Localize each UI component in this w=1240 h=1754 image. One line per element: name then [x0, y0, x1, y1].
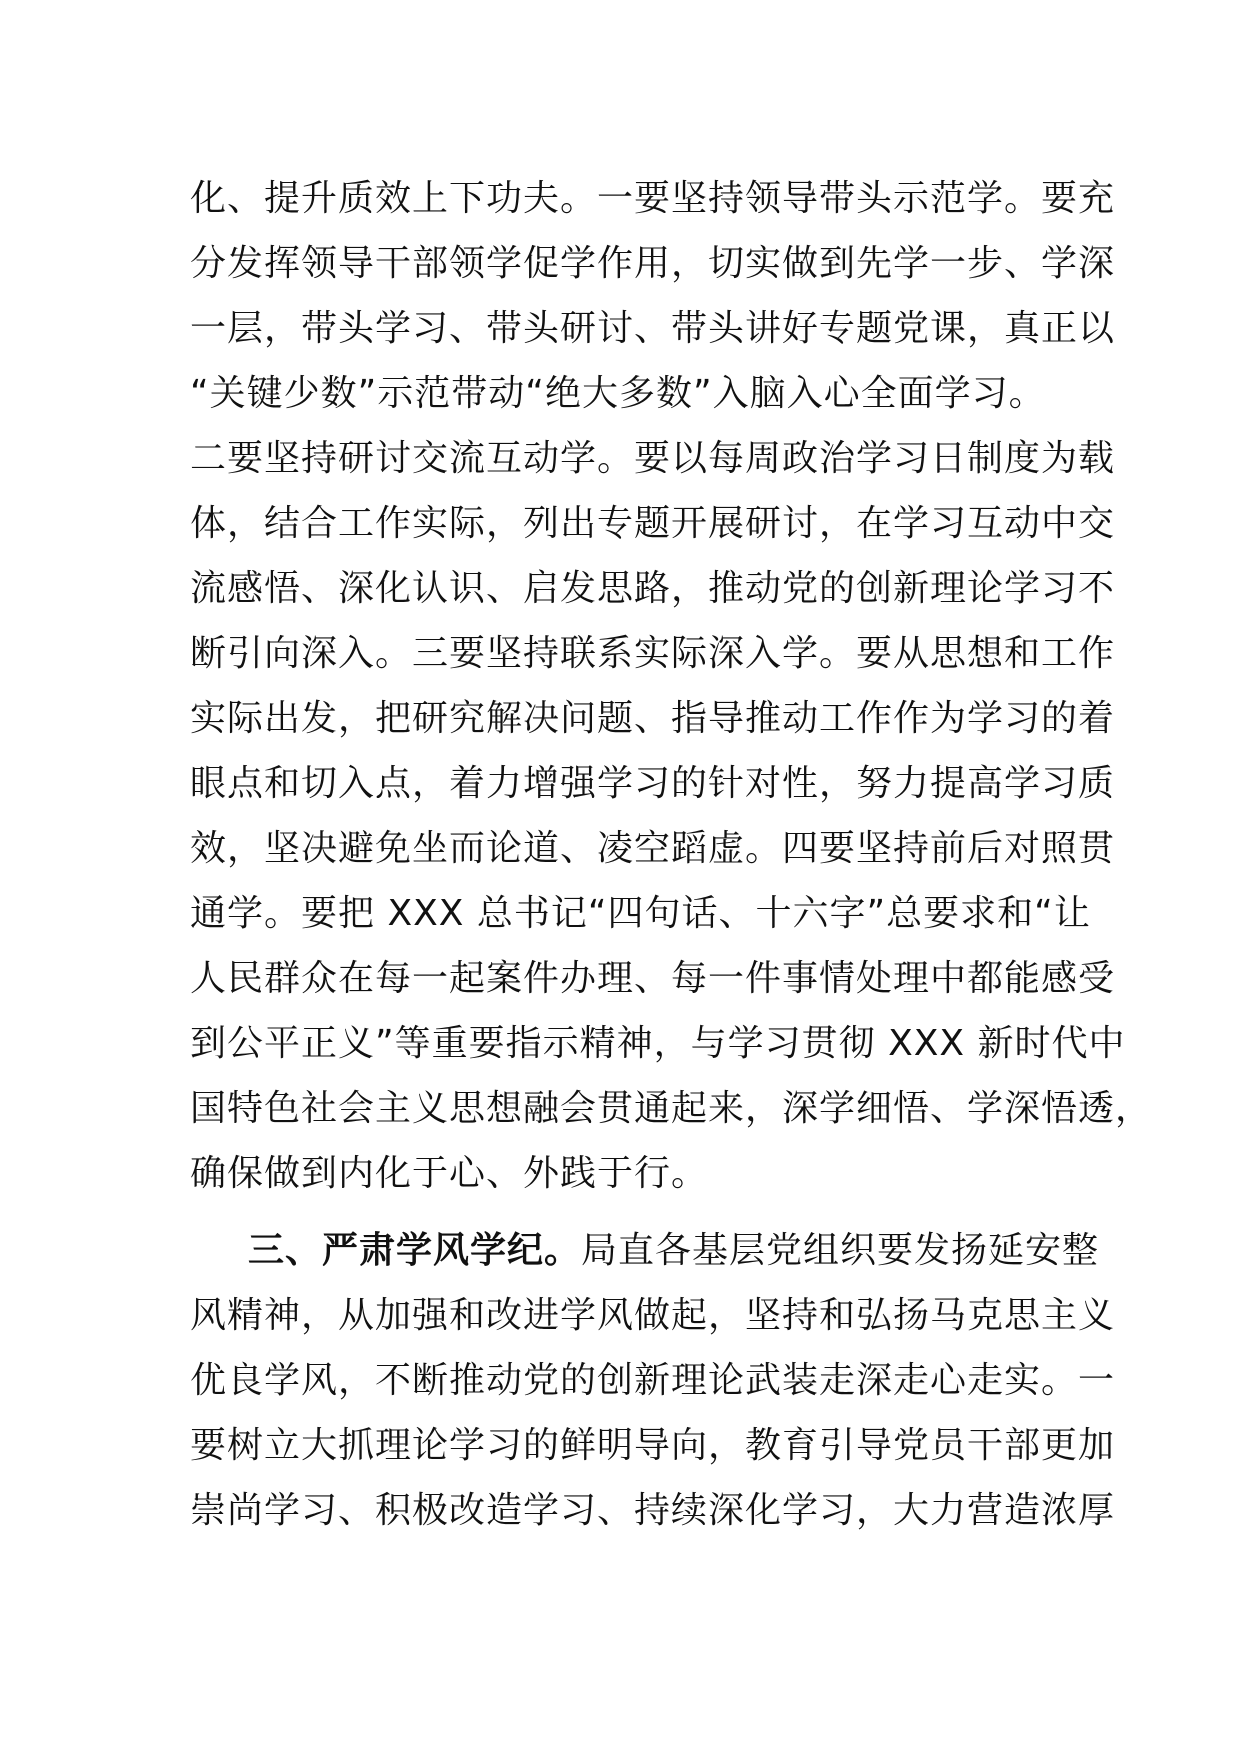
- text-line-first: [190, 1218, 1100, 1283]
- text-line: 国特色社会主义思想融会贯通起来，深学细悟、学深悟透，: [190, 1088, 1153, 1129]
- text-line: 效，坚决避免坐而论道、凌空蹈虚。四要坚持前后对照贯: [190, 828, 1116, 869]
- section-heading: 三、严肃学风学纪。: [248, 1230, 582, 1271]
- text-line: 流感悟、深化认识、启发思路，推动党的创新理论学习不: [190, 568, 1116, 609]
- text-line: 风精神，从加强和改进学风做起，坚持和弘扬马克思主义: [190, 1295, 1116, 1336]
- text-line: 眼点和切入点，着力增强学习的针对性，努力提高学习质: [190, 763, 1116, 804]
- text-line: 人民群众在每一起案件办理、每一件事情处理中都能感受: [190, 958, 1116, 999]
- heading-continuation: 局直各基层党组织要发扬延安整: [581, 1230, 1100, 1271]
- text-line: 确保做到内化于心、外践于行。: [190, 1153, 709, 1194]
- text-line: 通学。要把 XXX 总书记“四句话、十六字”总要求和“让: [190, 893, 1091, 934]
- paragraph-study-methods: [190, 166, 1153, 1206]
- paragraph-study-discipline: [190, 1218, 1116, 1543]
- text-line: 断引向深入。三要坚持联系实际深入学。要从思想和工作: [190, 633, 1116, 674]
- text-line: 到公平正义”等重要指示精神，与学习贯彻 XXX 新时代中: [190, 1023, 1126, 1064]
- text-line: 体，结合工作实际，列出专题开展研讨，在学习互动中交: [190, 503, 1116, 544]
- text-line: 二要坚持研讨交流互动学。要以每周政治学习日制度为载: [190, 438, 1116, 479]
- text-line: 崇尚学习、积极改造学习、持续深化学习，大力营造浓厚: [190, 1490, 1116, 1531]
- text-line: “关键少数”示范带动“绝大多数”入脑入心全面学习。: [190, 373, 1046, 414]
- text-line: 分发挥领导干部领学促学作用，切实做到先学一步、学深: [190, 243, 1116, 284]
- text-line: 要树立大抓理论学习的鲜明导向，教育引导党员干部更加: [190, 1425, 1116, 1466]
- text-line: 一层，带头学习、带头研讨、带头讲好专题党课，真正以: [190, 308, 1116, 349]
- text-line: 优良学风，不断推动党的创新理论武装走深走心走实。一: [190, 1360, 1116, 1401]
- text-line: 实际出发，把研究解决问题、指导推动工作作为学习的着: [190, 698, 1116, 739]
- text-line: 化、提升质效上下功夫。一要坚持领导带头示范学。要充: [190, 178, 1116, 219]
